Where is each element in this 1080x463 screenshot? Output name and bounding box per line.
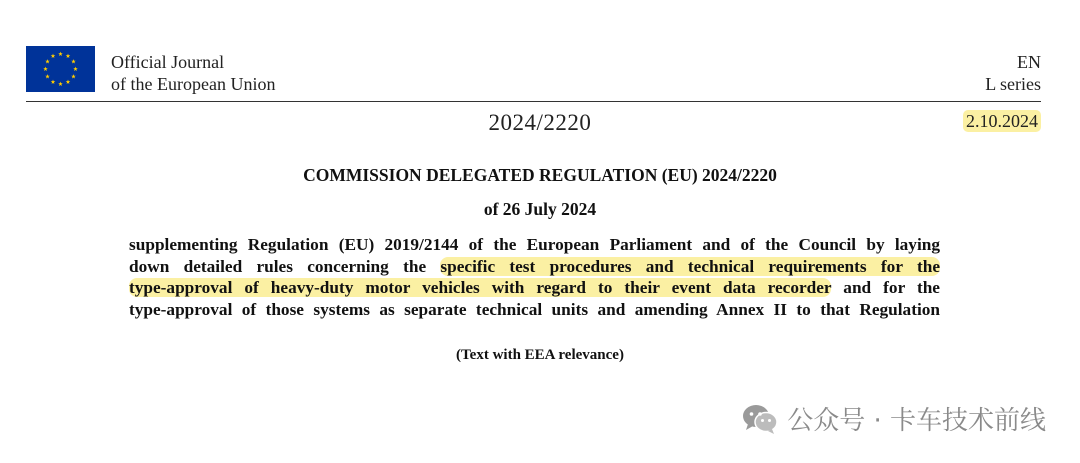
watermark-text: 公众号 · 卡车技术前线 [787,406,1046,436]
description-line-1: supplementing Regulation (EU) 2019/2144 of the European Parliament and of the Council by laying [129,235,940,254]
description-line-4: type-approval of those systems as separate technical units and amending Annex II to that Regulation [129,299,940,319]
wechat-icon [741,403,779,435]
regulation-date: of 26 July 2024 [483,199,597,219]
regulation-title: COMMISSION DELEGATED REGULATION (EU) 2024/2220 [303,165,777,185]
journal-name [111,51,275,95]
description-line-3 [129,277,940,299]
journal-name-line1: Official Journal [111,52,225,72]
highlighted-text: type-approval of heavy-duty motor vehicles with regard to their event data recorder [129,278,832,298]
journal-name-line2: of the European Union [111,74,276,94]
eu-flag-icon [26,46,95,92]
eea-relevance-note: (Text with EEA relevance) [456,347,624,363]
language-code: EN [1017,52,1041,72]
regulation-description [129,234,940,320]
publication-date [963,111,1041,132]
document-number: 2024/2220 [488,110,592,135]
header-divider [26,101,1041,102]
publication-date-highlight: 2.10.2024 [963,110,1041,132]
description-text: down detailed rules concerning the [129,256,441,276]
description-text: and for the [831,278,940,298]
description-line-2 [129,256,940,278]
language-series [985,51,1041,95]
highlighted-text: specific test procedures and technical requirements for the [440,256,940,276]
series-label: L series [985,74,1041,94]
watermark [741,400,1046,437]
